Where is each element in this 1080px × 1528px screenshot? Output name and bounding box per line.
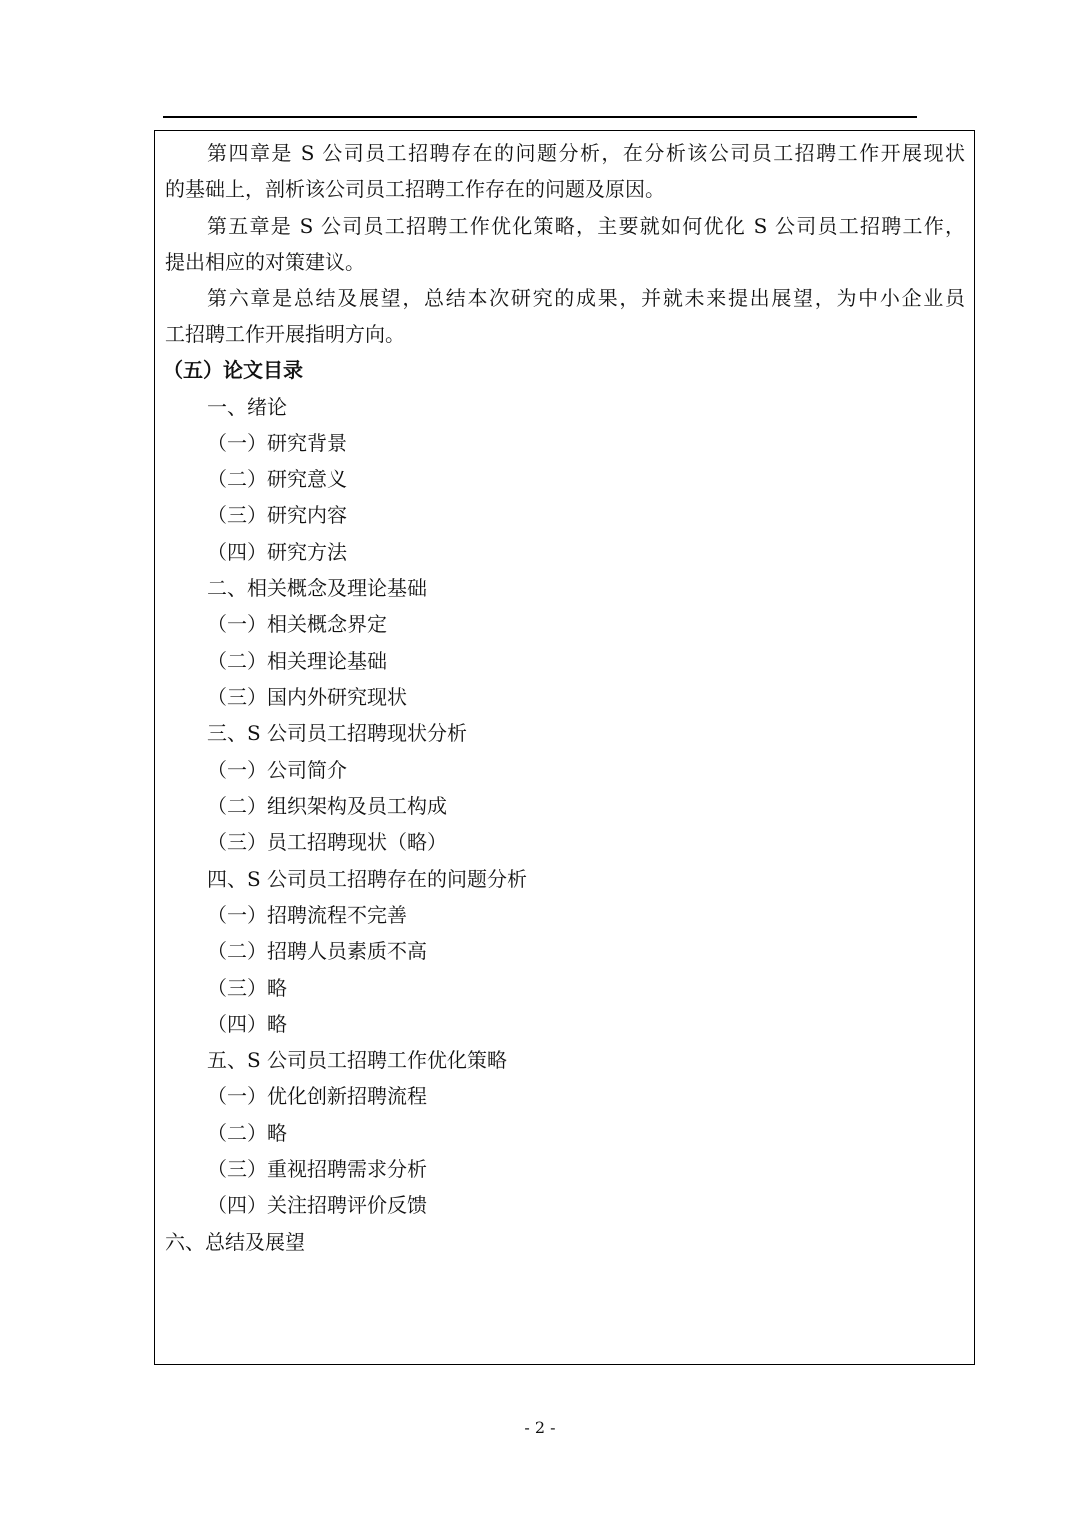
section-heading: （五）论文目录 (163, 358, 303, 382)
toc-item: （一）公司简介 (207, 758, 347, 782)
chapter4-line1: 第四章是 S 公司员工招聘存在的问题分析，在分析该公司员工招聘工作开展现状 (207, 141, 965, 165)
toc-chapter-2: 二、相关概念及理论基础 (207, 576, 427, 600)
toc-chapter-3: 三、S 公司员工招聘现状分析 (207, 721, 468, 745)
header-rule (163, 116, 917, 118)
toc-item: （四）关注招聘评价反馈 (207, 1193, 427, 1217)
toc-item: （四）略 (207, 1012, 287, 1036)
toc-item: （一）研究背景 (207, 431, 347, 455)
chapter6-line2: 工招聘工作开展指明方向。 (165, 322, 405, 346)
chapter6-line1: 第六章是总结及展望，总结本次研究的成果，并就未来提出展望，为中小企业员 (207, 286, 965, 310)
toc-item: （一）相关概念界定 (207, 612, 387, 636)
toc-item: （三）略 (207, 976, 287, 1000)
chapter4-line2: 的基础上，剖析该公司员工招聘工作存在的问题及原因。 (165, 177, 665, 201)
toc-item: （一）优化创新招聘流程 (207, 1084, 427, 1108)
toc-chapter-5: 五、S 公司员工招聘工作优化策略 (207, 1048, 508, 1072)
toc-item: （二）招聘人员素质不高 (207, 939, 427, 963)
chapter5-line1: 第五章是 S 公司员工招聘工作优化策略，主要就如何优化 S 公司员工招聘工作， (207, 214, 965, 238)
toc-item: （四）研究方法 (207, 540, 347, 564)
page-number: - 2 - (524, 1418, 556, 1437)
toc-item: （二）相关理论基础 (207, 649, 387, 673)
toc-item: （一）招聘流程不完善 (207, 903, 407, 927)
toc-item: （二）研究意义 (207, 467, 347, 491)
toc-item: （三）员工招聘现状（略） (207, 830, 447, 854)
toc-chapter-6: 六、总结及展望 (165, 1230, 305, 1254)
toc-item: （二）略 (207, 1121, 287, 1145)
toc-item: （三）研究内容 (207, 503, 347, 527)
chapter5-line2: 提出相应的对策建议。 (165, 250, 365, 274)
toc-item: （二）组织架构及员工构成 (207, 794, 447, 818)
toc-item: （三）重视招聘需求分析 (207, 1157, 427, 1181)
toc-chapter-1: 一、绪论 (207, 395, 287, 419)
toc-chapter-4: 四、S 公司员工招聘存在的问题分析 (207, 867, 528, 891)
toc-item: （三）国内外研究现状 (207, 685, 407, 709)
